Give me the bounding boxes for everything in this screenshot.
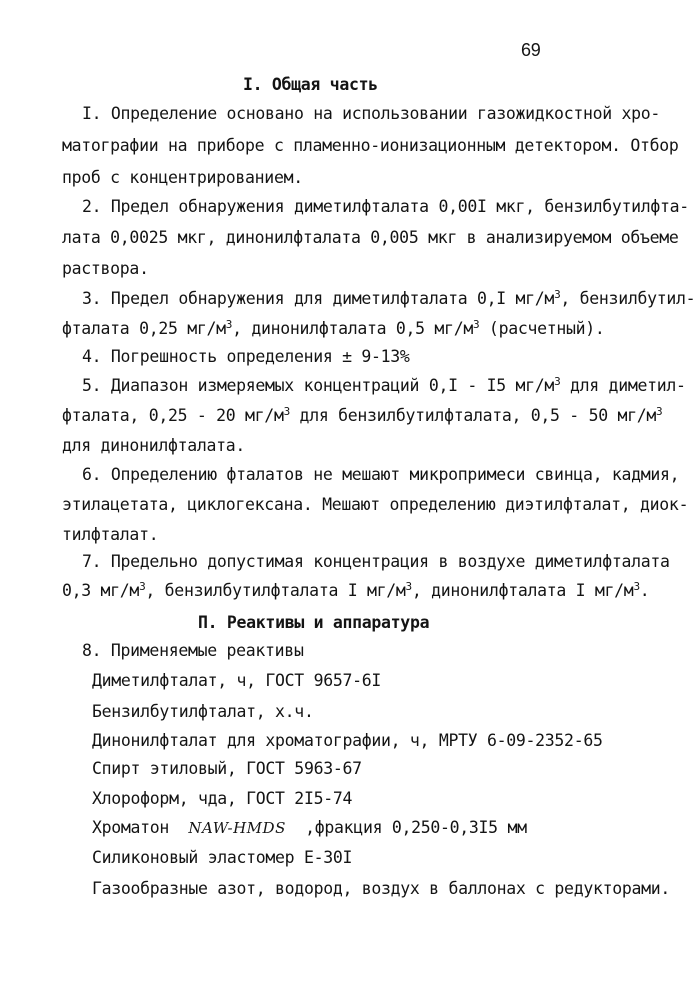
reagent-ethanol: Спирт этиловый, ГОСТ 5963-67: [92, 759, 362, 778]
reagent-benzylbutyl-phthalate: Бензилбутилфталат, х.ч.: [92, 702, 314, 721]
para-1-line-3: проб с концентрированием.: [62, 168, 303, 187]
para-6-line-1: 6. Определению фталатов не мешают микропримеси свинца, кадмия,: [82, 465, 680, 484]
para-2-line-2: лата 0,0025 мкг, динонилфталата 0,005 мкг в анализируемом объеме: [62, 228, 679, 247]
para-8: 8. Применяемые реактивы: [82, 641, 304, 660]
para-1-line-2: матографии на приборе с пламенно-ионизационным детектором. Отбор: [62, 136, 679, 155]
para-1-line-1: I. Определение основано на использовании газожидкостной хро-: [82, 104, 661, 123]
reagent-silicone-elastomer: Силиконовый эластомер Е-30I: [92, 848, 353, 867]
para-6-line-2: этилацетата, циклогексана. Мешают определению диэтилфталат, диок-: [62, 495, 689, 514]
para-7-line-1: 7. Предельно допустимая концентрация в воздухе диметилфталата: [82, 552, 670, 571]
para-7-line-2: 0,3 $мг/м^3$, бензилбутилфталата I $мг/м^3$, динонилфталата I $мг/м^3$.: [62, 580, 650, 600]
para-6-line-3: тилфталат.: [62, 525, 159, 544]
section-1-title: I. Общая часть: [243, 75, 378, 94]
para-5-line-3: для динонилфталата.: [62, 436, 246, 455]
para-3-line-2: фталата 0,25 $мг/м^3$, динонилфталата 0,5 $мг/м^3$ (расчетный).: [62, 318, 605, 338]
para-2-line-3: раствора.: [62, 259, 149, 278]
page-number: 69: [521, 40, 541, 60]
para-4: 4. Погрешность определения ± 9-13%: [82, 347, 410, 366]
para-5-line-1: 5. Диапазон измеряемых концентраций 0,I - I5 $мг/м^3$ для диметил-: [82, 375, 686, 395]
reagent-chromaton: Хроматон NAW-HMDS ,фракция 0,250-0,3I5 мм: [92, 818, 527, 837]
reagent-chloroform: Хлороформ, чда, ГОСТ 2I5-74: [92, 789, 353, 808]
para-5-line-2: фталата, 0,25 - 20 $мг/м^3$ для бензилбутилфталата, 0,5 - 50 $мг/м^3$: [62, 405, 663, 425]
para-3-line-1: 3. Предел обнаружения для диметилфталата 0,I $мг/м^3$, бензилбутил-: [82, 288, 696, 308]
reagent-dinonyl-phthalate: Динонилфталат для хроматографии, ч, МРТУ 6-09-2352-65: [92, 731, 603, 750]
reagent-gases: Газообразные азот, водород, воздух в баллонах с редукторами.: [92, 879, 671, 898]
handwritten-chromaton-grade: NAW-HMDS: [188, 819, 286, 837]
reagent-dimethyl-phthalate: Диметилфталат, ч, ГОСТ 9657-6I: [92, 671, 382, 690]
para-2-line-1: 2. Предел обнаружения диметилфталата 0,00I мкг, бензилбутилфта-: [82, 197, 689, 216]
section-2-title: П. Реактивы и аппаратура: [198, 613, 430, 632]
